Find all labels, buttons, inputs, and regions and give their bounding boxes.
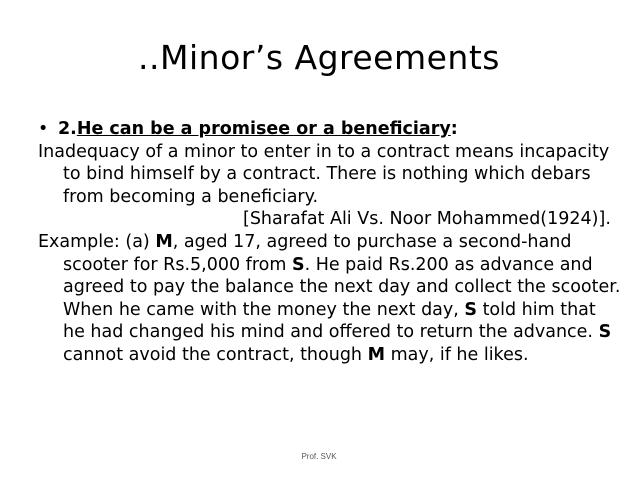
party-s: S	[464, 299, 477, 320]
example-text: told him that he had changed his mind and offered to return the advance.	[63, 299, 599, 343]
example-text: Example: (a)	[38, 231, 156, 252]
party-m: M	[367, 344, 386, 365]
example-text: . He paid Rs.200 as advance and agreed to pay the balance the next day and collect the scooter. When he came with the money the next day,	[63, 254, 621, 320]
slide-body	[38, 118, 623, 367]
case-citation: [Sharafat Ali Vs. Noor Mohammed(1924)].	[243, 209, 611, 230]
bullet-point	[38, 118, 623, 141]
bullet-colon: :	[450, 119, 458, 139]
bullet-heading: He can be a promisee or a beneficiary	[76, 119, 451, 139]
bullet-icon: •	[38, 119, 49, 139]
party-m: M	[155, 231, 173, 252]
slide-footer: Prof. SVK	[301, 452, 337, 461]
example-text: , aged 17, agreed to purchase a second-hand scooter for Rs.5,000 from	[63, 231, 572, 275]
party-s: S	[598, 322, 612, 343]
example-text: may, if he likes.	[385, 344, 529, 365]
paragraph-inadequacy: Inadequacy of a minor to enter in to a contract means incapacity to bind himself by a contract. There is nothing which debars from becoming a beneficiary.	[38, 141, 610, 207]
bullet-number: 2.	[58, 119, 77, 139]
paragraph-example	[38, 231, 623, 367]
example-text: cannot avoid the contract, though	[63, 344, 368, 365]
party-s: S	[291, 254, 305, 275]
slide-title: ..Minor’s Agreements	[138, 38, 500, 77]
